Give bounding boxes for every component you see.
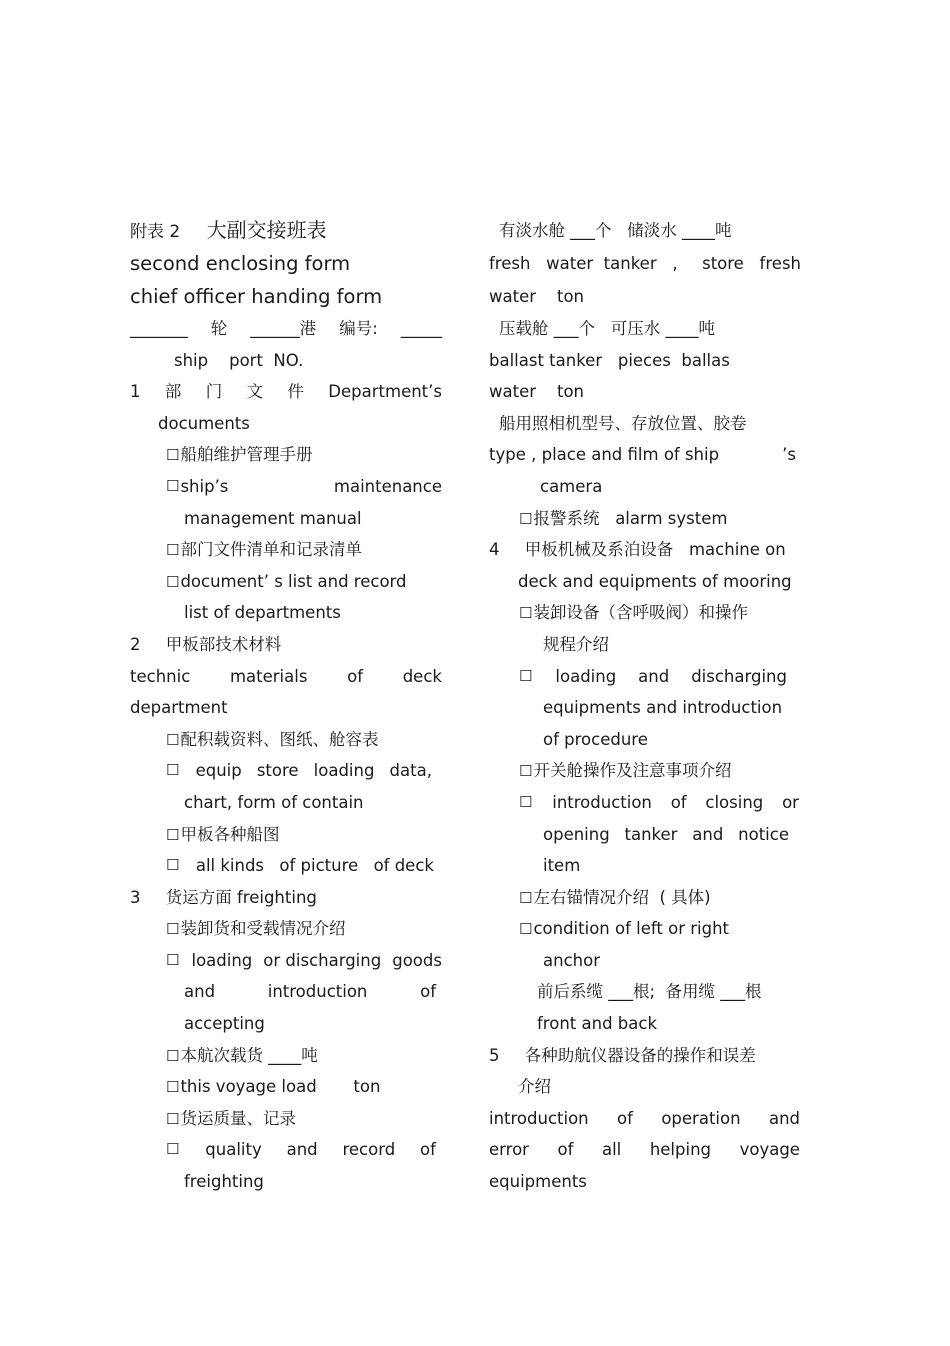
section-5-word: all (601, 1140, 622, 1160)
section-1-number: 1 (130, 382, 141, 402)
item-word: ☐ loading (191, 950, 253, 970)
section-2-word: materials (229, 666, 308, 686)
section-5-word: and (768, 1108, 800, 1128)
section-5-en (489, 1103, 800, 1135)
camera-cn: 船用照相机型号、存放位置、胶卷 (499, 413, 747, 433)
section-2-number: 2 (130, 634, 141, 654)
item-word: or (782, 792, 799, 812)
checklist-item (130, 1134, 442, 1166)
section-5-word: operation (661, 1108, 741, 1128)
item-word: of (670, 792, 687, 812)
checklist-item (489, 661, 801, 693)
item-word: data, (389, 761, 432, 781)
section-4-heading-cont: deck and equipments of mooring (518, 571, 792, 591)
section-5-number: 5 (489, 1045, 500, 1065)
section-1-word: 文 (246, 382, 264, 402)
checklist-item: ☐ 配积载资料、图纸、舱容表 (130, 724, 442, 756)
checklist-item-cont: management manual (184, 508, 362, 528)
ballast-en: ballast tanker pieces ballas (489, 350, 730, 370)
checklist-item: ☐ this voyage load ton (130, 1071, 442, 1103)
section-2-title: 甲板部技术材料 (165, 634, 282, 654)
section-5-heading (489, 1040, 801, 1072)
item-word: ☐ all kinds (195, 856, 265, 876)
section-5-word: error (489, 1140, 529, 1160)
section-5-en2 (489, 1134, 800, 1166)
checklist-item (130, 471, 442, 503)
checklist-item-cont: list of departments (184, 603, 341, 623)
item-word: of (420, 1140, 436, 1160)
section-5-word: helping (649, 1140, 712, 1160)
item-word: and (286, 1140, 318, 1160)
camera-en-part: ’s (782, 445, 796, 465)
checklist-item: ☐ 左右锚情况介绍 ( 具体) (489, 882, 801, 914)
camera-en-part: type , place and film of ship (489, 445, 720, 465)
section-4-number: 4 (489, 540, 500, 560)
section-1-word: Department’s (328, 382, 442, 402)
item-word: opening (543, 824, 610, 844)
item-word: discharging (691, 666, 787, 686)
item-word: ☐ introduction (552, 792, 652, 812)
item-word: closing (705, 792, 764, 812)
checklist-item (130, 945, 442, 977)
form-title-en2: chief officer handing form (130, 285, 383, 308)
checklist-item-cont: of procedure (543, 729, 648, 749)
section-2-en-cont: department (130, 698, 228, 718)
item-word: loading (313, 761, 375, 781)
checklist-item (130, 850, 442, 882)
section-5-word: introduction (489, 1108, 589, 1128)
item-word: goods (392, 950, 442, 970)
section-2-heading (130, 629, 442, 661)
fresh-water-en (489, 247, 801, 280)
item-word: and (638, 666, 670, 686)
item-word: ☐ ship’s (180, 476, 229, 496)
checklist-item: ☐ 装卸货和受载情况介绍 (130, 913, 442, 945)
form-title-cn (130, 214, 442, 247)
section-1-word: 部 (164, 382, 182, 402)
checklist-item-cont: 规程介绍 (543, 634, 609, 654)
camera-en2: camera (540, 476, 603, 496)
checklist-item-cont: freighting (184, 1172, 264, 1192)
checklist-item (130, 755, 442, 787)
camera-en (489, 439, 796, 471)
section-5-word: of (617, 1108, 633, 1128)
section-4-heading (489, 534, 801, 566)
checklist-item-cont: item (543, 856, 581, 876)
section-3-heading (130, 882, 442, 914)
fresh-water-cn: 有淡水舱 ___个 储淡水 ____吨 (499, 221, 732, 240)
right-column (489, 214, 801, 1198)
alarm-system-item: ☐ 报警系统 alarm system (489, 503, 801, 535)
item-word: introduction (267, 982, 368, 1002)
item-word: ☐ quality (205, 1140, 262, 1160)
checklist-item-cont: anchor (543, 950, 600, 970)
checklist-item: ☐ 部门文件清单和记录清单 (130, 534, 442, 566)
port-blank: ______港 (250, 319, 317, 338)
item-word: record (342, 1140, 396, 1160)
item-word: store (256, 761, 299, 781)
item-word: notice (738, 824, 789, 844)
section-1-word: 门 (205, 382, 223, 402)
checklist-item: ☐ 甲板各种船图 (130, 819, 442, 851)
section-5-word: of (557, 1140, 574, 1160)
section-2-en (130, 661, 442, 693)
checklist-item: ☐ 本航次载货 ____吨 (130, 1040, 442, 1072)
ship-name-blank: _______ (130, 319, 188, 338)
section-1-word: 件 (287, 382, 304, 402)
ship-port-en: ship port NO. (174, 350, 304, 370)
checklist-item-cont (489, 819, 801, 851)
section-2-word: of (347, 666, 364, 686)
item-word: maintenance (333, 476, 442, 496)
section-2-word: technic (130, 666, 191, 686)
item-word: of (420, 982, 436, 1002)
checklist-item: ☐ 船舶维护管理手册 (130, 439, 442, 471)
checklist-item: ☐ 开关舱操作及注意事项介绍 (489, 755, 801, 787)
item-word: of picture (279, 856, 359, 876)
checklist-item: ☐ condition of left or right (489, 913, 801, 945)
section-5-heading-cont: 介绍 (518, 1077, 551, 1097)
mooring-lines-cn: 前后系缆 ___根; 备用缆 ___根 (537, 982, 762, 1002)
checklist-item-cont: chart, form of contain (184, 792, 364, 812)
item-word: and (692, 824, 724, 844)
item-word: or discharging (263, 950, 382, 970)
item-word: tanker (624, 824, 678, 844)
checklist-item-cont (130, 976, 442, 1008)
fresh-water-en-part: store fresh (702, 254, 801, 273)
checklist-item-cont: accepting (184, 1014, 265, 1034)
item-word: ☐ loading (555, 666, 617, 686)
form-title-en1: second enclosing form (130, 252, 351, 275)
section-1-heading (130, 376, 442, 408)
mooring-lines-en: front and back (537, 1014, 657, 1034)
ballast-en2: water ton (489, 382, 585, 402)
fresh-water-en2: water ton (489, 287, 585, 306)
section-3-number: 3 (130, 887, 141, 907)
form-title: 大副交接班表 (206, 218, 327, 242)
ship-label: 轮 (210, 319, 228, 338)
section-4-title: 甲板机械及系泊设备 machine on (524, 540, 786, 560)
section-2-word: deck (402, 666, 442, 686)
checklist-item-cont: equipments and introduction (543, 698, 783, 718)
appendix-number: 附表 2 (130, 222, 181, 242)
section-1-heading-cont: documents (158, 413, 250, 433)
checklist-item: ☐ document’ s list and record (130, 566, 442, 598)
number-blank: _____ (400, 319, 442, 338)
item-word: ☐ equip (195, 761, 242, 781)
section-5-title: 各种助航仪器设备的操作和误差 (524, 1045, 756, 1065)
number-label: 编号: (339, 319, 378, 338)
ballast-cn: 压载舱 ___个 可压水 ____吨 (499, 319, 715, 338)
section-5-en3: equipments (489, 1172, 587, 1192)
ship-port-line (130, 313, 442, 345)
section-5-word: voyage (739, 1140, 800, 1160)
item-word: of deck (373, 856, 434, 876)
fresh-water-en-part: fresh water tanker , (489, 254, 678, 273)
item-word: and (184, 982, 216, 1002)
checklist-item: ☐ 装卸设备（含呼吸阀）和操作 (489, 597, 801, 629)
checklist-item (489, 787, 801, 819)
left-column (130, 214, 442, 1198)
checklist-item: ☐ 货运质量、记录 (130, 1103, 442, 1135)
section-3-title: 货运方面 freighting (165, 887, 317, 907)
